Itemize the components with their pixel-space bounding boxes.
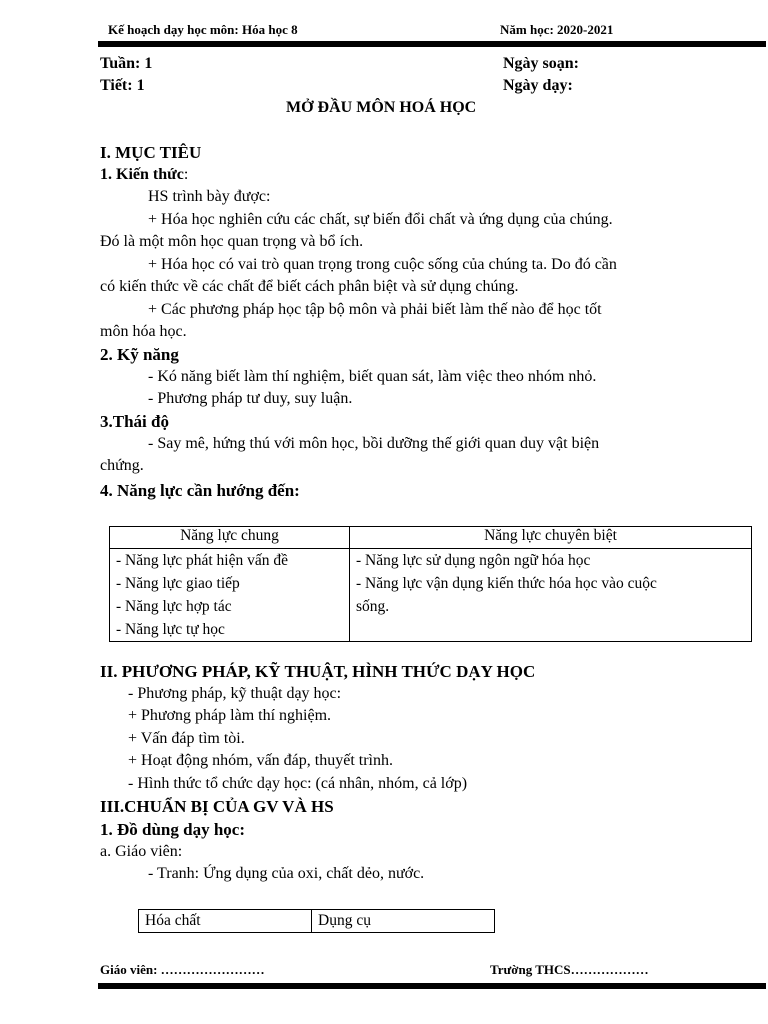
knowledge-line-6: + Các phương pháp học tập bộ môn và phải biết làm thế nào để học tốt [148, 301, 602, 318]
page-title: MỞ ĐẦU MÔN HOÁ HỌC [286, 99, 477, 116]
list-item: - Năng lực sử dụng ngôn ngữ hóa học [356, 552, 591, 569]
list-item: - Năng lực hợp tác [116, 598, 232, 615]
header-subject: Kế hoạch dạy học môn: Hóa học 8 [108, 22, 298, 37]
section-1-heading: I. MỤC TIÊU [100, 143, 202, 162]
knowledge-heading [100, 166, 188, 184]
knowledge-line-7: môn hóa học. [100, 323, 187, 340]
attitude-heading: 3.Thái độ [100, 412, 169, 431]
list-item: - Năng lực phát hiện vấn đề [116, 552, 288, 569]
week-label: Tuần: 1 [100, 55, 153, 72]
table-header-row [110, 527, 752, 549]
equipment-cell: Dụng cụ [312, 910, 495, 933]
materials-table [138, 909, 495, 933]
knowledge-line-1: HS trình bày được: [148, 188, 271, 205]
illustration-line: - Tranh: Ứng dụng của oxi, chất dẻo, nước. [148, 865, 425, 882]
method-line-5: - Hình thức tổ chức dạy học: (cá nhân, nhóm, cả lớp) [128, 775, 468, 792]
method-line-2: + Phương pháp làm thí nghiệm. [128, 707, 332, 724]
knowledge-line-3: Đó là một môn học quan trọng và bổ ích. [100, 233, 364, 250]
method-line-4: + Hoạt động nhóm, vấn đáp, thuyết trình. [128, 752, 393, 769]
table-header-cell: Năng lực chuyên biệt [350, 527, 752, 549]
knowledge-line-5: có kiến thức về các chất để biết cách phân biệt và sử dụng chúng. [100, 278, 519, 295]
general-competency-cell [110, 549, 350, 642]
prep-date-label: Ngày soạn: [503, 55, 580, 72]
specific-competency-cell [350, 549, 752, 642]
chemicals-cell: Hóa chất [139, 910, 312, 933]
knowledge-colon: : [183, 166, 189, 183]
knowledge-line-4: + Hóa học có vai trò quan trọng trong cuộc sống của chúng ta. Do đó cần [148, 256, 617, 273]
skills-line-2: - Phương pháp tư duy, suy luận. [148, 390, 353, 407]
attitude-line-2: chứng. [100, 457, 144, 474]
teacher-label: a. Giáo viên: [100, 843, 183, 860]
footer-teacher: Giáo viên: …………………… [100, 962, 265, 977]
list-item: - Năng lực giao tiếp [116, 575, 240, 592]
list-item: sống. [356, 598, 390, 615]
table-header-cell: Năng lực chung [110, 527, 350, 549]
method-line-1: - Phương pháp, kỹ thuật dạy học: [128, 685, 342, 702]
section-2-heading: II. PHƯƠNG PHÁP, KỸ THUẬT, HÌNH THỨC DẠY HỌC [100, 662, 536, 681]
skills-heading: 2. Kỹ năng [100, 345, 179, 364]
competency-heading: 4. Năng lực cần hướng đến: [100, 481, 300, 500]
knowledge-label: 1. Kiến thức [100, 166, 184, 183]
period-label: Tiết: 1 [100, 77, 145, 94]
list-item: - Năng lực vận dụng kiến thức hóa học vào cuộc [356, 575, 657, 592]
table-row [110, 549, 752, 642]
attitude-line-1: - Say mê, hứng thú với môn học, bồi dưỡng thế giới quan duy vật biện [148, 435, 600, 452]
footer-school: Trường THCS……………… [490, 962, 649, 977]
table-row [139, 910, 495, 933]
footer-rule [98, 983, 766, 989]
list-item: - Năng lực tự học [116, 621, 225, 638]
header-school-year: Năm học: 2020-2021 [500, 22, 614, 37]
teach-date-label: Ngày dạy: [503, 77, 573, 94]
method-line-3: + Vấn đáp tìm tòi. [128, 730, 245, 747]
header-rule [98, 41, 766, 47]
materials-heading: 1. Đồ dùng dạy học: [100, 820, 246, 839]
section-3-heading: III.CHUẨN BỊ CỦA GV VÀ HS [100, 797, 334, 816]
skills-line-1: - Kó năng biết làm thí nghiệm, biết quan sát, làm việc theo nhóm nhỏ. [148, 368, 597, 385]
competency-table [109, 526, 752, 642]
knowledge-line-2: + Hóa học nghiên cứu các chất, sự biến đổi chất và ứng dụng của chúng. [148, 211, 613, 228]
